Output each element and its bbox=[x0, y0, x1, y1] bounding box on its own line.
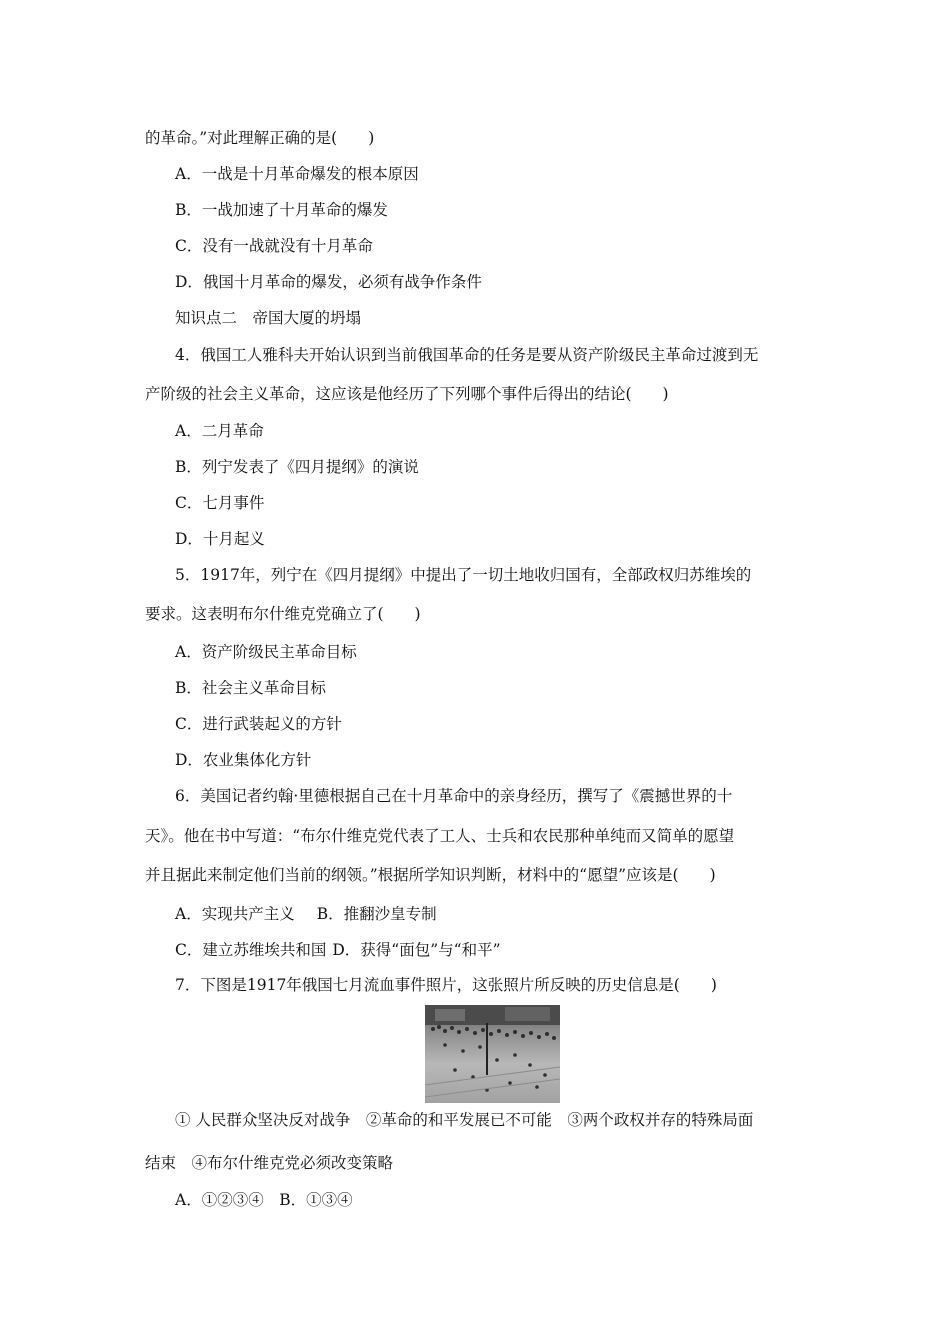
q4-option-c: C．七月事件 bbox=[175, 494, 265, 512]
q7-statements-cont: 结束 ④布尔什维克党必须改变策略 bbox=[145, 1154, 394, 1172]
q7-options: A．①②③④ B．①③④ bbox=[175, 1191, 353, 1209]
q4-option-b: B．列宁发表了《四月提纲》的演说 bbox=[175, 458, 419, 476]
question-4-stem: 4．俄国工人雅科夫开始认识到当前俄国革命的任务是要从资产阶级民主革命过渡到无 bbox=[175, 346, 759, 364]
q3-option-d: D．俄国十月革命的爆发，必须有战争作条件 bbox=[175, 273, 482, 291]
q5-option-c: C．进行武装起义的方针 bbox=[175, 715, 342, 733]
q3-option-c: C．没有一战就没有十月革命 bbox=[175, 237, 373, 255]
question-5-stem: 5．1917年，列宁在《四月提纲》中提出了一切土地收归国有，全部政权归苏维埃的 bbox=[175, 566, 752, 584]
question-6-stem: 6．美国记者约翰·里德根据自己在十月革命中的亲身经历，撰写了《震撼世界的十 bbox=[175, 787, 733, 805]
question-7-stem: 7．下图是1917年俄国七月流血事件照片，这张照片所反映的历史信息是( ) bbox=[175, 976, 717, 994]
q6-option-d: D．获得“面包”与“和平” bbox=[332, 941, 501, 959]
q4-option-d: D．十月起义 bbox=[175, 530, 265, 548]
q6-option-a: A．实现共产主义 bbox=[175, 905, 295, 923]
question-4-stem-cont: 产阶级的社会主义革命，这应该是他经历了下列哪个事件后得出的结论( ) bbox=[145, 385, 669, 403]
q5-option-d: D．农业集体化方针 bbox=[175, 751, 312, 769]
q6-option-b: B．推翻沙皇专制 bbox=[316, 905, 437, 923]
q7-statements: ① 人民群众坚决反对战争 ②革命的和平发展已不可能 ③两个政权并存的特殊局面 bbox=[175, 1111, 754, 1129]
q5-option-a: A．资产阶级民主革命目标 bbox=[175, 643, 357, 661]
question-5-stem-cont: 要求。这表明布尔什维克党确立了( ) bbox=[145, 605, 421, 623]
q3-option-a: A．一战是十月革命爆发的根本原因 bbox=[175, 165, 419, 183]
question-6-stem-cont-2: 并且据此来制定他们当前的纲领。”根据所学知识判断，材料中的“愿望”应该是( ) bbox=[145, 866, 716, 884]
q5-option-b: B．社会主义革命目标 bbox=[175, 679, 326, 697]
q6-option-c: C．建立苏维埃共和国 bbox=[175, 941, 327, 959]
question-3-stem-end: 的革命。”对此理解正确的是( ) bbox=[145, 129, 375, 147]
photo-image bbox=[425, 1005, 560, 1103]
q4-option-a: A．二月革命 bbox=[175, 422, 264, 440]
q6-options-cd bbox=[175, 940, 501, 960]
question-6-stem-cont-1: 天》。他在书中写道：“布尔什维克党代表了工人、士兵和农民那种单纯而又简单的愿望 bbox=[145, 827, 735, 845]
section-heading: 知识点二 帝国大厦的坍塌 bbox=[175, 309, 362, 327]
q3-option-b: B．一战加速了十月革命的爆发 bbox=[175, 201, 388, 219]
july-days-photo bbox=[425, 1005, 560, 1103]
q6-options-ab bbox=[175, 904, 437, 924]
